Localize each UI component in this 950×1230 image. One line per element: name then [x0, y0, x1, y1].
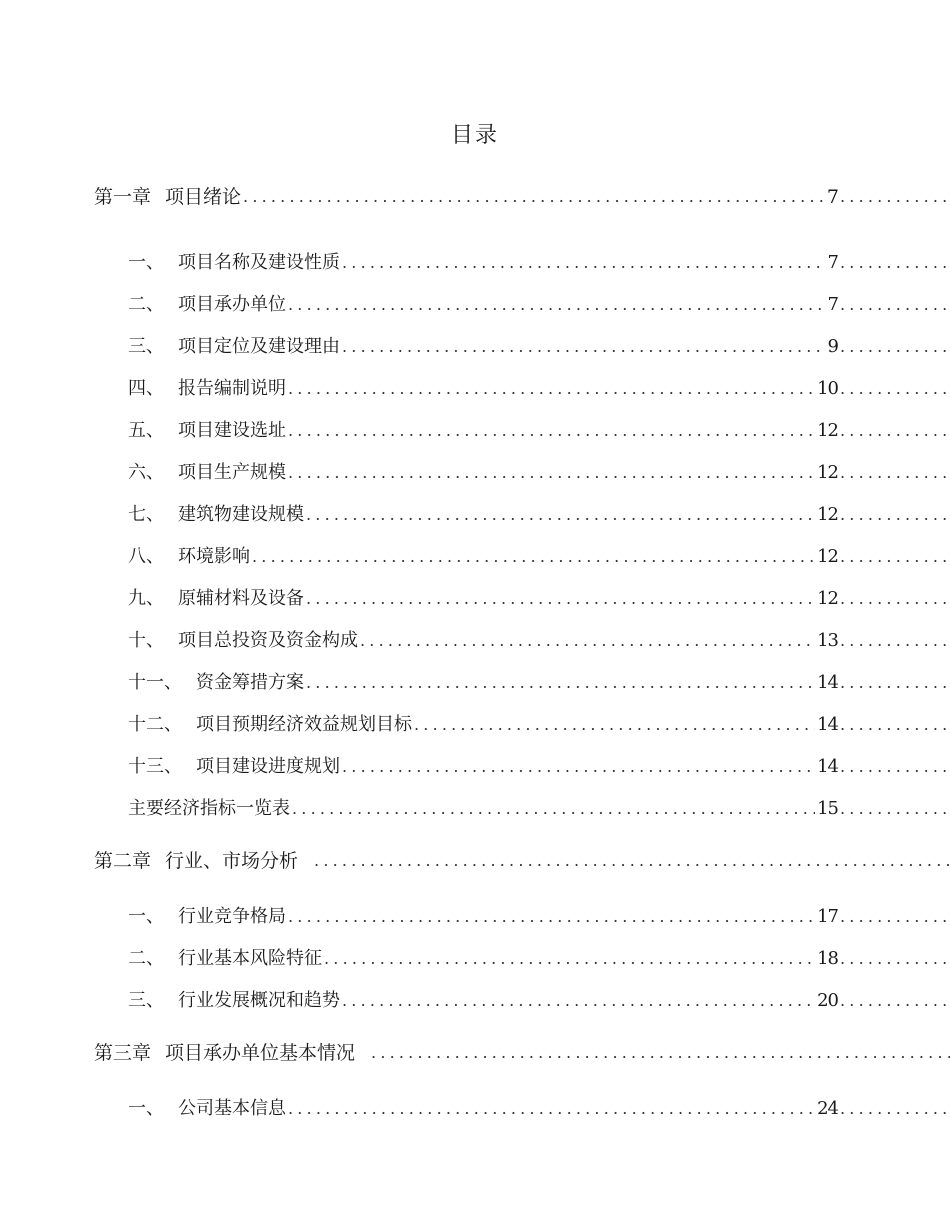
dot-leader	[286, 376, 815, 402]
toc-entry-label: 项目承办单位基本情况	[165, 1042, 356, 1064]
toc-entry-number: 第一章	[94, 186, 152, 208]
toc-entry-chapter-1[interactable]	[94, 184, 950, 210]
dot-leader	[340, 250, 826, 276]
dot-leader	[312, 848, 950, 874]
toc-entry-number: 三、	[128, 336, 164, 357]
toc-entry-page: 9	[827, 336, 838, 357]
dot-leader	[304, 502, 815, 528]
toc-entry-label: 行业基本风险特征	[178, 948, 322, 969]
dot-leader	[322, 946, 815, 972]
dot-leader-tail	[840, 988, 950, 1014]
toc-entry-label: 项目建设进度规划	[196, 756, 340, 777]
dot-leader	[304, 586, 815, 612]
toc-entry-section[interactable]	[128, 502, 950, 528]
dot-leader	[241, 184, 825, 210]
toc-entry-section[interactable]	[128, 904, 950, 930]
toc-entry-page: 12	[817, 546, 838, 567]
dot-leader-tail	[840, 754, 950, 780]
toc-entry-section[interactable]	[128, 988, 950, 1014]
toc-entry-number: 四、	[128, 378, 164, 399]
toc-entry-number: 二、	[128, 948, 164, 969]
toc-entry-number: 八、	[128, 546, 164, 567]
toc-entry-label: 项目承办单位	[178, 294, 286, 315]
toc-entry-section[interactable]	[128, 376, 950, 402]
toc-entry-number: 十二、	[128, 714, 182, 735]
toc-entry-label: 项目绪论	[165, 186, 242, 208]
toc-entry-label: 公司基本信息	[178, 1098, 286, 1119]
dot-leader-tail	[840, 544, 950, 570]
dot-leader-tail	[840, 418, 950, 444]
dot-leader-tail	[840, 1096, 950, 1122]
toc-entry-page: 12	[817, 504, 838, 525]
toc-entry-label: 行业、市场分析	[165, 850, 299, 872]
toc-entry-page: 7	[827, 294, 838, 315]
toc-entry-section[interactable]	[128, 334, 950, 360]
toc-entry-page: 7	[826, 186, 838, 208]
toc-entry-chapter-3[interactable]	[94, 1040, 950, 1066]
dot-leader	[304, 670, 815, 696]
toc-entry-page: 12	[817, 462, 838, 483]
dot-leader-tail	[840, 712, 950, 738]
toc-entry-page: 15	[817, 798, 838, 819]
toc-entry-section[interactable]	[128, 418, 950, 444]
toc-entry-section[interactable]	[128, 754, 950, 780]
dot-leader-tail	[840, 292, 950, 318]
toc-entry-number: 六、	[128, 462, 164, 483]
toc-entry-page: 14	[817, 672, 838, 693]
toc-entry-number: 二、	[128, 294, 164, 315]
toc-entry-label: 项目预期经济效益规划目标	[196, 714, 412, 735]
toc-entry-label: 项目建设选址	[178, 420, 286, 441]
toc-entry-number: 一、	[128, 252, 164, 273]
dot-leader-tail	[840, 184, 950, 210]
toc-entry-number: 一、	[128, 1098, 164, 1119]
dot-leader	[286, 460, 815, 486]
dot-leader-tail	[840, 904, 950, 930]
dot-leader-tail	[840, 250, 950, 276]
toc-entry-section[interactable]	[128, 946, 950, 972]
dot-leader	[286, 904, 815, 930]
toc-title: 目录	[450, 123, 499, 148]
dot-leader	[412, 712, 815, 738]
toc-entry-label: 资金筹措方案	[196, 672, 304, 693]
dot-leader-tail	[840, 376, 950, 402]
dot-leader	[358, 628, 815, 654]
toc-entry-page: 12	[817, 420, 838, 441]
toc-entry-label: 行业竞争格局	[178, 906, 286, 927]
toc-entry-label: 行业发展概况和趋势	[178, 990, 340, 1011]
toc-entry-chapter-2[interactable]	[94, 848, 950, 874]
toc-entry-section[interactable]	[128, 586, 950, 612]
toc-entry-number: 第二章	[94, 850, 152, 872]
toc-entry-section[interactable]	[128, 250, 950, 276]
toc-entry-number: 三、	[128, 990, 164, 1011]
toc-entry-page: 10	[817, 378, 838, 399]
toc-entry-number: 十三、	[128, 756, 182, 777]
toc-entry-section[interactable]	[128, 796, 950, 822]
toc-entry-number: 十、	[128, 630, 164, 651]
dot-leader-tail	[840, 628, 950, 654]
toc-entry-label: 报告编制说明	[178, 378, 286, 399]
dot-leader	[340, 754, 815, 780]
dot-leader-tail	[840, 334, 950, 360]
toc-entry-section[interactable]	[128, 1096, 950, 1122]
toc-entry-label: 项目生产规模	[178, 462, 286, 483]
toc-entry-label: 项目定位及建设理由	[178, 336, 340, 357]
toc-entry-label: 建筑物建设规模	[178, 504, 304, 525]
toc-entry-label: 项目总投资及资金构成	[178, 630, 358, 651]
toc-entry-section[interactable]	[128, 628, 950, 654]
toc-entry-section[interactable]	[128, 544, 950, 570]
toc-entry-page: 14	[817, 714, 838, 735]
dot-leader	[369, 1040, 950, 1066]
toc-entry-page: 12	[817, 588, 838, 609]
toc-entry-number: 十一、	[128, 672, 182, 693]
toc-entry-page: 24	[817, 1098, 838, 1119]
dot-leader-tail	[840, 460, 950, 486]
toc-entry-number: 第三章	[94, 1042, 152, 1064]
dot-leader-tail	[840, 502, 950, 528]
toc-entry-page: 17	[817, 906, 838, 927]
dot-leader-tail	[840, 586, 950, 612]
toc-entry-page: 7	[827, 252, 838, 273]
toc-entry-number: 七、	[128, 504, 164, 525]
toc-entry-page: 20	[817, 990, 838, 1011]
toc-entry-page: 13	[817, 630, 838, 651]
toc-entry-page: 14	[817, 756, 838, 777]
toc-entry-number: 五、	[128, 420, 164, 441]
toc-entry-label: 项目名称及建设性质	[178, 252, 340, 273]
dot-leader	[340, 988, 815, 1014]
toc-entry-label: 原辅材料及设备	[178, 588, 304, 609]
toc-entry-label: 环境影响	[178, 546, 250, 567]
toc-entry-section[interactable]	[128, 292, 950, 318]
dot-leader-tail	[840, 670, 950, 696]
dot-leader	[286, 1096, 815, 1122]
dot-leader-tail	[840, 946, 950, 972]
toc-entry-section[interactable]	[128, 460, 950, 486]
dot-leader-tail	[840, 796, 950, 822]
toc-entry-section[interactable]	[128, 712, 950, 738]
toc-entry-label: 主要经济指标一览表	[128, 798, 290, 819]
dot-leader	[286, 418, 815, 444]
dot-leader	[290, 796, 815, 822]
toc-entry-number: 九、	[128, 588, 164, 609]
toc-entry-section[interactable]	[128, 670, 950, 696]
toc-entry-number: 一、	[128, 906, 164, 927]
dot-leader	[340, 334, 826, 360]
dot-leader	[286, 292, 826, 318]
dot-leader	[250, 544, 815, 570]
toc-entry-page: 18	[817, 948, 838, 969]
